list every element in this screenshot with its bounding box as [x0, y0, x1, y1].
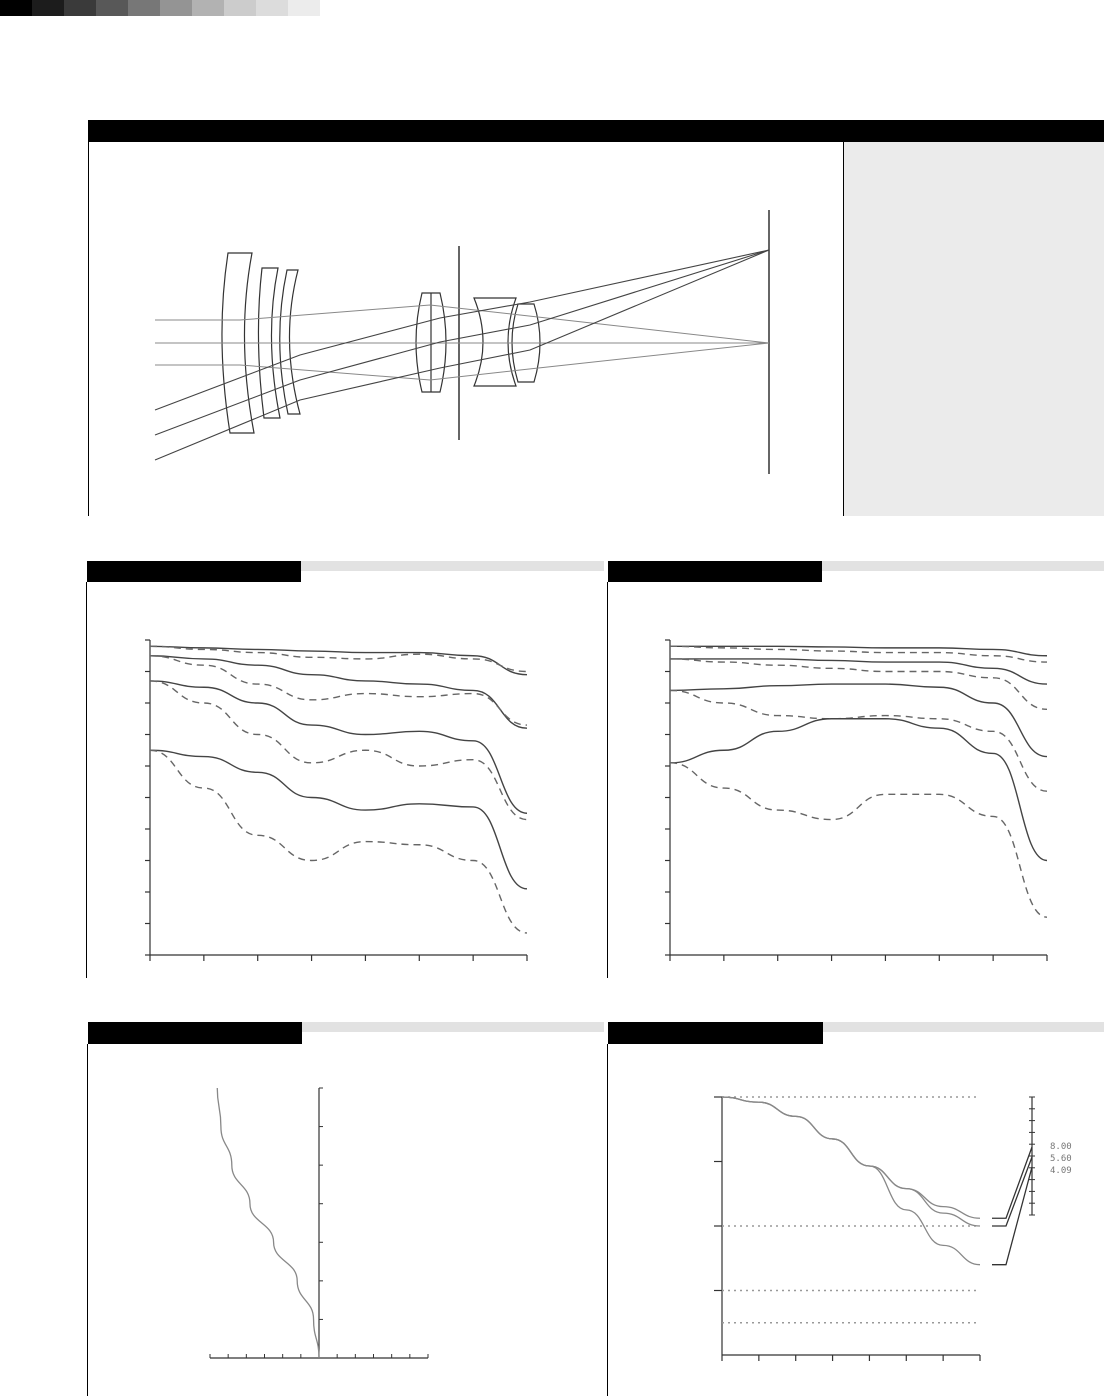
distortion-tab-extension — [301, 1022, 604, 1032]
mtf-wide-header-bar — [87, 561, 301, 582]
mtf-tele-header-bar — [608, 561, 822, 582]
mtf-tele-title — [608, 565, 614, 579]
distortion-chart — [200, 1080, 440, 1365]
mtf-wide-left-border — [86, 582, 87, 978]
aperture-label: 4.09 — [1050, 1166, 1072, 1176]
mtf-series-5-dashed — [670, 690, 1047, 791]
mtf-series-6-solid — [150, 750, 527, 889]
distortion-curve — [217, 1088, 319, 1358]
lens-construction-diagram — [0, 0, 1104, 520]
mtf-series-1-dashed — [670, 646, 1047, 662]
mtf-series-6-solid — [670, 719, 1047, 861]
illumination-title — [608, 1026, 614, 1040]
distortion-left-border — [87, 1044, 88, 1396]
mtf-series-4-solid — [670, 684, 1047, 756]
mtf-series-7-dashed — [150, 750, 527, 933]
aperture-label: 8.00 — [1050, 1142, 1072, 1152]
mtf-series-0-solid — [670, 646, 1047, 655]
mtf-wide-title — [87, 565, 93, 579]
mtf-series-2-solid — [150, 656, 527, 728]
mtf-series-0-solid — [150, 646, 527, 674]
illumination-curve-2 — [722, 1097, 980, 1265]
distortion-header-bar — [88, 1022, 302, 1044]
mtf-series-5-dashed — [150, 681, 527, 820]
lens-element-3 — [280, 270, 300, 414]
mtf-wide-chart — [130, 625, 550, 970]
aperture-leader-0 — [992, 1147, 1032, 1218]
ray-axial-bottom — [155, 343, 769, 380]
mtf-series-7-dashed — [670, 763, 1047, 917]
mtf-tele-tab-extension — [822, 561, 1104, 571]
illumination-left-border — [607, 1044, 608, 1396]
aperture-leader-2 — [992, 1167, 1032, 1265]
mtf-series-4-solid — [150, 681, 527, 813]
mtf-tele-chart — [650, 625, 1070, 970]
mtf-wide-tab-extension — [300, 561, 604, 571]
illumination-chart — [700, 1085, 1090, 1370]
mtf-series-2-solid — [670, 659, 1047, 684]
illumination-curve-0 — [722, 1097, 980, 1218]
aperture-label: 5.60 — [1050, 1154, 1072, 1164]
mtf-tele-left-border — [607, 582, 608, 978]
distortion-title — [88, 1026, 94, 1040]
illumination-header-bar — [608, 1022, 823, 1044]
illumination-tab-extension — [822, 1022, 1104, 1032]
